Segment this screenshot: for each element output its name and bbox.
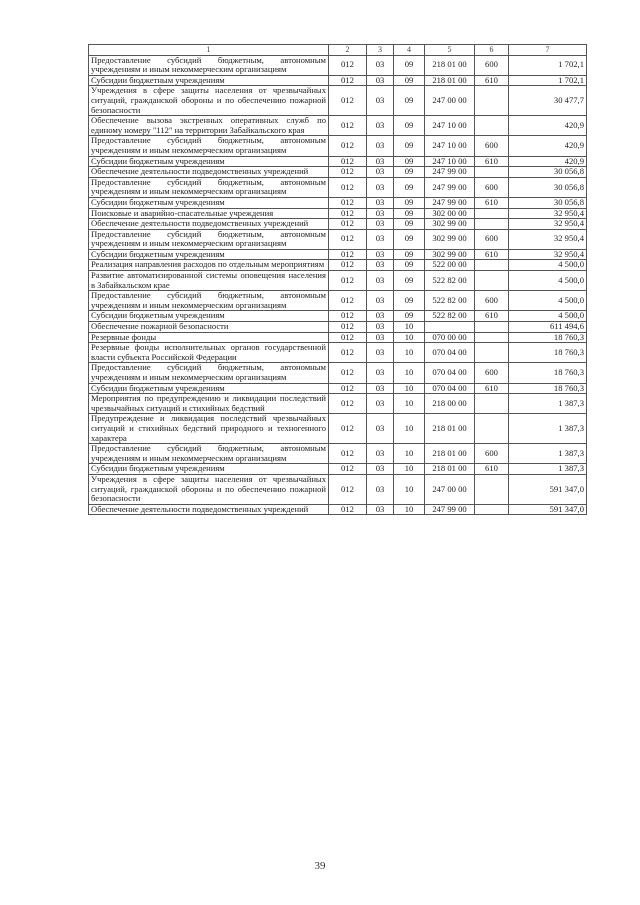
row-amount: 32 950,4: [509, 208, 587, 219]
row-expense-type: 610: [475, 249, 509, 260]
row-subsection-code: 09: [394, 167, 425, 178]
row-expense-type: 600: [475, 136, 509, 156]
row-amount: 611 494,6: [509, 322, 587, 333]
row-section-code: 03: [367, 343, 394, 363]
header-col-2: 2: [329, 45, 367, 56]
row-subsection-code: 09: [394, 86, 425, 116]
row-subsection-code: 09: [394, 75, 425, 86]
row-expense-type: [475, 208, 509, 219]
header-col-3: 3: [367, 45, 394, 56]
row-name-cell: Обеспечение деятельности подведомственных учреждений: [89, 504, 329, 515]
row-subsection-code: 09: [394, 260, 425, 271]
row-amount: 30 056,8: [509, 167, 587, 178]
row-amount: 4 500,0: [509, 291, 587, 311]
header-col-7: 7: [509, 45, 587, 56]
row-subsection-code: 09: [394, 229, 425, 249]
row-name-cell: Предоставление субсидий бюджетным, автономным учреждениям и иным некоммерческим организациям: [89, 291, 329, 311]
header-col-1: 1: [89, 45, 329, 56]
row-target-article: 247 99 00: [425, 167, 475, 178]
row-ministry-code: 012: [329, 394, 367, 414]
row-name-cell: Поисковые и аварийно-спасательные учреждения: [89, 208, 329, 219]
row-ministry-code: 012: [329, 55, 367, 75]
table-row: [89, 291, 587, 311]
row-ministry-code: 012: [329, 249, 367, 260]
row-ministry-code: 012: [329, 383, 367, 394]
row-name-cell: Мероприятия по предупреждению и ликвидации последствий чрезвычайных ситуаций и стихийных бедствий: [89, 394, 329, 414]
row-expense-type: [475, 504, 509, 515]
row-name-cell: Субсидии бюджетным учреждениям: [89, 156, 329, 167]
table-row: [89, 414, 587, 444]
row-expense-type: 610: [475, 156, 509, 167]
row-target-article: 070 04 00: [425, 383, 475, 394]
row-expense-type: [475, 219, 509, 230]
row-target-article: 522 00 00: [425, 260, 475, 271]
row-section-code: 03: [367, 363, 394, 383]
row-subsection-code: 10: [394, 414, 425, 444]
row-ministry-code: 012: [329, 167, 367, 178]
row-expense-type: [475, 271, 509, 291]
budget-table: [88, 44, 587, 515]
row-subsection-code: 09: [394, 177, 425, 197]
table-row: [89, 474, 587, 504]
table-row: [89, 343, 587, 363]
row-subsection-code: 10: [394, 504, 425, 515]
row-subsection-code: 09: [394, 208, 425, 219]
row-target-article: 218 01 00: [425, 75, 475, 86]
row-section-code: 03: [367, 219, 394, 230]
row-name-cell: Резервные фонды исполнительных органов государственной власти субъекта Российской Федерации: [89, 343, 329, 363]
row-subsection-code: 10: [394, 332, 425, 343]
row-name-cell: Предоставление субсидий бюджетным, автономным учреждениям и иным некоммерческим организациям: [89, 177, 329, 197]
row-name-cell: Реализация направления расходов по отдельным мероприятиям: [89, 260, 329, 271]
row-expense-type: [475, 86, 509, 116]
row-expense-type: 610: [475, 383, 509, 394]
table-row: [89, 332, 587, 343]
row-subsection-code: 10: [394, 474, 425, 504]
row-amount: 420,9: [509, 156, 587, 167]
row-subsection-code: 10: [394, 383, 425, 394]
row-section-code: 03: [367, 414, 394, 444]
row-name-cell: Субсидии бюджетным учреждениям: [89, 249, 329, 260]
row-ministry-code: 012: [329, 156, 367, 167]
table-row: [89, 75, 587, 86]
row-target-article: 218 01 00: [425, 414, 475, 444]
table-body: [89, 55, 587, 515]
row-ministry-code: 012: [329, 197, 367, 208]
row-target-article: 522 82 00: [425, 311, 475, 322]
row-name-cell: Предоставление субсидий бюджетным, автономным учреждениям и иным некоммерческим организациям: [89, 136, 329, 156]
row-target-article: 522 82 00: [425, 271, 475, 291]
row-section-code: 03: [367, 322, 394, 333]
row-expense-type: [475, 332, 509, 343]
row-subsection-code: 09: [394, 249, 425, 260]
budget-table-sheet: [88, 44, 586, 515]
row-target-article: 247 10 00: [425, 116, 475, 136]
row-section-code: 03: [367, 444, 394, 464]
row-ministry-code: 012: [329, 504, 367, 515]
header-col-5: 5: [425, 45, 475, 56]
table-row: [89, 167, 587, 178]
row-ministry-code: 012: [329, 414, 367, 444]
row-expense-type: 600: [475, 291, 509, 311]
row-ministry-code: 012: [329, 229, 367, 249]
table-row: [89, 116, 587, 136]
row-ministry-code: 012: [329, 291, 367, 311]
row-name-cell: Обеспечение деятельности подведомственных учреждений: [89, 219, 329, 230]
row-name-cell: Предоставление субсидий бюджетным, автономным учреждениям и иным некоммерческим организациям: [89, 55, 329, 75]
row-expense-type: 610: [475, 75, 509, 86]
row-name-cell: Субсидии бюджетным учреждениям: [89, 383, 329, 394]
row-expense-type: [475, 414, 509, 444]
row-target-article: 247 00 00: [425, 474, 475, 504]
table-row: [89, 260, 587, 271]
row-ministry-code: 012: [329, 75, 367, 86]
row-ministry-code: 012: [329, 136, 367, 156]
row-amount: 1 702,1: [509, 55, 587, 75]
row-ministry-code: 012: [329, 464, 367, 475]
row-amount: 4 500,0: [509, 271, 587, 291]
row-target-article: 218 00 00: [425, 394, 475, 414]
row-name-cell: Развитие автоматизированной системы оповещения населения в Забайкальском крае: [89, 271, 329, 291]
row-target-article: 302 99 00: [425, 219, 475, 230]
table-row: [89, 86, 587, 116]
row-section-code: 03: [367, 208, 394, 219]
row-subsection-code: 09: [394, 156, 425, 167]
row-subsection-code: 10: [394, 322, 425, 333]
row-section-code: 03: [367, 156, 394, 167]
row-expense-type: 600: [475, 55, 509, 75]
row-amount: 4 500,0: [509, 311, 587, 322]
row-ministry-code: 012: [329, 322, 367, 333]
row-ministry-code: 012: [329, 332, 367, 343]
row-name-cell: Обеспечение деятельности подведомственных учреждений: [89, 167, 329, 178]
page-number: 39: [314, 860, 326, 872]
row-ministry-code: 012: [329, 311, 367, 322]
row-section-code: 03: [367, 75, 394, 86]
row-amount: 420,9: [509, 116, 587, 136]
row-subsection-code: 09: [394, 219, 425, 230]
row-subsection-code: 09: [394, 55, 425, 75]
row-expense-type: [475, 474, 509, 504]
row-target-article: 218 01 00: [425, 464, 475, 475]
row-amount: 30 477,7: [509, 86, 587, 116]
table-row: [89, 311, 587, 322]
row-subsection-code: 09: [394, 311, 425, 322]
row-target-article: 302 99 00: [425, 249, 475, 260]
row-subsection-code: 09: [394, 291, 425, 311]
row-section-code: 03: [367, 260, 394, 271]
row-name-cell: Субсидии бюджетным учреждениям: [89, 197, 329, 208]
row-section-code: 03: [367, 86, 394, 116]
row-expense-type: [475, 322, 509, 333]
row-name-cell: Предоставление субсидий бюджетным, автономным учреждениям и иным некоммерческим организациям: [89, 229, 329, 249]
table-row: [89, 394, 587, 414]
row-target-article: 218 01 00: [425, 444, 475, 464]
row-section-code: 03: [367, 332, 394, 343]
row-amount: 18 760,3: [509, 363, 587, 383]
row-expense-type: 600: [475, 444, 509, 464]
table-header-row: [89, 45, 587, 56]
row-name-cell: Субсидии бюджетным учреждениям: [89, 311, 329, 322]
row-amount: 18 760,3: [509, 332, 587, 343]
table-row: [89, 136, 587, 156]
row-section-code: 03: [367, 177, 394, 197]
row-target-article: 070 04 00: [425, 363, 475, 383]
row-subsection-code: 09: [394, 271, 425, 291]
row-amount: 1 387,3: [509, 394, 587, 414]
row-expense-type: 600: [475, 177, 509, 197]
row-amount: 420,9: [509, 136, 587, 156]
row-subsection-code: 10: [394, 363, 425, 383]
row-ministry-code: 012: [329, 219, 367, 230]
table-row: [89, 504, 587, 515]
row-expense-type: 610: [475, 464, 509, 475]
row-amount: 30 056,8: [509, 177, 587, 197]
table-row: [89, 156, 587, 167]
row-target-article: 302 00 00: [425, 208, 475, 219]
row-section-code: 03: [367, 249, 394, 260]
row-section-code: 03: [367, 271, 394, 291]
header-col-6: 6: [475, 45, 509, 56]
row-section-code: 03: [367, 383, 394, 394]
row-section-code: 03: [367, 504, 394, 515]
row-section-code: 03: [367, 167, 394, 178]
row-target-article: 247 99 00: [425, 504, 475, 515]
table-row: [89, 197, 587, 208]
row-name-cell: Предоставление субсидий бюджетным, автономным учреждениям и иным некоммерческим организациям: [89, 444, 329, 464]
row-ministry-code: 012: [329, 86, 367, 116]
row-target-article: 247 10 00: [425, 136, 475, 156]
row-section-code: 03: [367, 311, 394, 322]
row-name-cell: Учреждения в сфере защиты населения от чрезвычайных ситуаций, гражданской обороны и по обеспечению пожарной безопасности: [89, 474, 329, 504]
row-target-article: 302 99 00: [425, 229, 475, 249]
row-expense-type: [475, 343, 509, 363]
table-row: [89, 271, 587, 291]
row-section-code: 03: [367, 55, 394, 75]
row-ministry-code: 012: [329, 363, 367, 383]
row-subsection-code: 10: [394, 394, 425, 414]
row-target-article: [425, 322, 475, 333]
row-amount: 591 347,0: [509, 504, 587, 515]
row-subsection-code: 10: [394, 343, 425, 363]
row-amount: 591 347,0: [509, 474, 587, 504]
row-ministry-code: 012: [329, 116, 367, 136]
row-section-code: 03: [367, 464, 394, 475]
row-expense-type: 610: [475, 311, 509, 322]
row-target-article: 247 00 00: [425, 86, 475, 116]
row-expense-type: 600: [475, 363, 509, 383]
row-target-article: 218 01 00: [425, 55, 475, 75]
row-section-code: 03: [367, 197, 394, 208]
row-subsection-code: 10: [394, 464, 425, 475]
table-row: [89, 208, 587, 219]
row-ministry-code: 012: [329, 260, 367, 271]
row-ministry-code: 012: [329, 343, 367, 363]
row-section-code: 03: [367, 474, 394, 504]
row-section-code: 03: [367, 116, 394, 136]
row-expense-type: [475, 167, 509, 178]
table-row: [89, 383, 587, 394]
row-name-cell: Субсидии бюджетным учреждениям: [89, 464, 329, 475]
row-expense-type: 600: [475, 229, 509, 249]
row-amount: 1 387,3: [509, 464, 587, 475]
row-expense-type: [475, 116, 509, 136]
row-target-article: 247 99 00: [425, 197, 475, 208]
row-subsection-code: 09: [394, 116, 425, 136]
row-target-article: 247 99 00: [425, 177, 475, 197]
row-name-cell: Резервные фонды: [89, 332, 329, 343]
row-name-cell: Предупреждение и ликвидация последствий чрезвычайных ситуаций и стихийных бедствий природного и техногенного характера: [89, 414, 329, 444]
row-expense-type: [475, 394, 509, 414]
table-row: [89, 249, 587, 260]
row-subsection-code: 09: [394, 136, 425, 156]
row-ministry-code: 012: [329, 474, 367, 504]
table-row: [89, 177, 587, 197]
row-amount: 32 950,4: [509, 229, 587, 249]
row-name-cell: Учреждения в сфере защиты населения от чрезвычайных ситуаций, гражданской обороны и по обеспечению пожарной безопасности: [89, 86, 329, 116]
row-ministry-code: 012: [329, 177, 367, 197]
table-row: [89, 464, 587, 475]
row-section-code: 03: [367, 229, 394, 249]
row-section-code: 03: [367, 291, 394, 311]
row-ministry-code: 012: [329, 271, 367, 291]
table-row: [89, 55, 587, 75]
row-amount: 32 950,4: [509, 249, 587, 260]
row-subsection-code: 10: [394, 444, 425, 464]
row-subsection-code: 09: [394, 197, 425, 208]
row-target-article: 070 00 00: [425, 332, 475, 343]
row-amount: 1 702,1: [509, 75, 587, 86]
row-section-code: 03: [367, 136, 394, 156]
row-name-cell: Предоставление субсидий бюджетным, автономным учреждениям и иным некоммерческим организациям: [89, 363, 329, 383]
row-name-cell: Обеспечение пожарной безопасности: [89, 322, 329, 333]
header-col-4: 4: [394, 45, 425, 56]
row-name-cell: Субсидии бюджетным учреждениям: [89, 75, 329, 86]
row-section-code: 03: [367, 394, 394, 414]
row-amount: 18 760,3: [509, 343, 587, 363]
row-amount: 1 387,3: [509, 414, 587, 444]
row-amount: 18 760,3: [509, 383, 587, 394]
row-amount: 32 950,4: [509, 219, 587, 230]
table-row: [89, 229, 587, 249]
table-row: [89, 322, 587, 333]
row-amount: 4 500,0: [509, 260, 587, 271]
row-ministry-code: 012: [329, 208, 367, 219]
table-row: [89, 363, 587, 383]
row-name-cell: Обеспечение вызова экстренных оперативных служб по единому номеру "112" на территории Забайкальского края: [89, 116, 329, 136]
table-row: [89, 219, 587, 230]
table-row: [89, 444, 587, 464]
row-target-article: 522 82 00: [425, 291, 475, 311]
row-expense-type: 610: [475, 197, 509, 208]
row-amount: 1 387,3: [509, 444, 587, 464]
row-target-article: 247 10 00: [425, 156, 475, 167]
row-target-article: 070 04 00: [425, 343, 475, 363]
row-ministry-code: 012: [329, 444, 367, 464]
row-amount: 30 056,8: [509, 197, 587, 208]
row-expense-type: [475, 260, 509, 271]
